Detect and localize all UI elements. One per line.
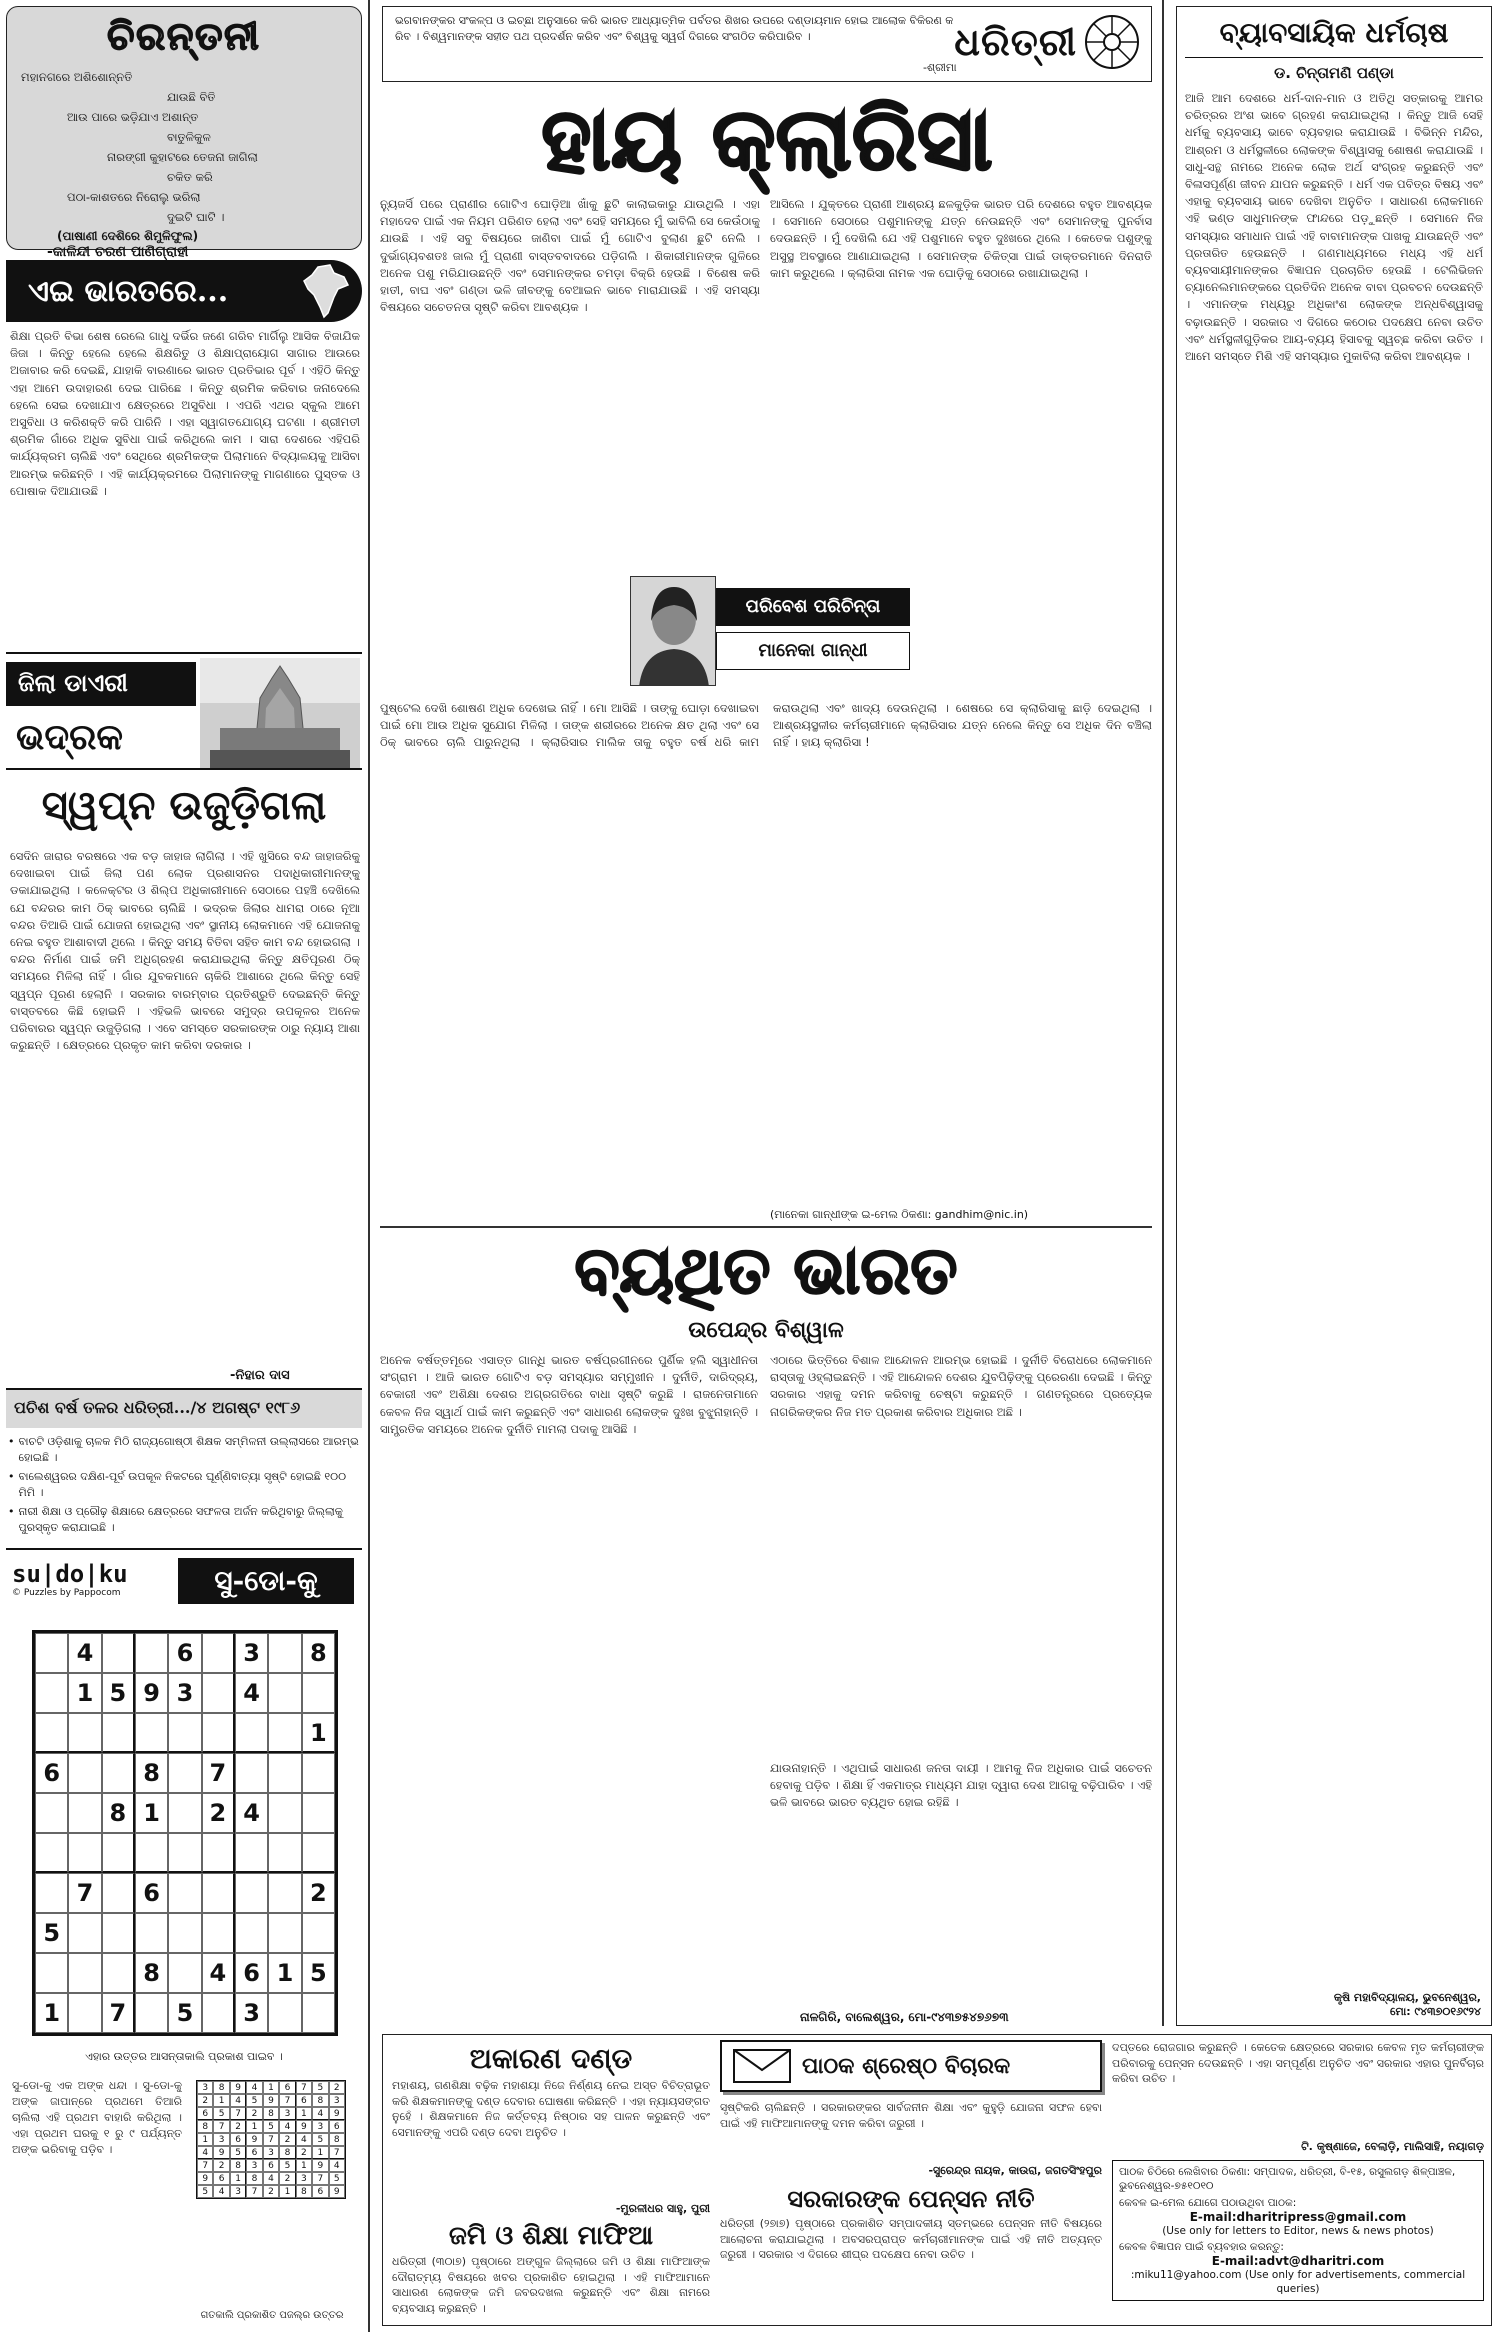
solution-cell: 2 [197, 2094, 213, 2107]
sudoku-logo [12, 1560, 162, 1598]
contact-email-label: କେବଳ ଇ-ମେଲ ଯୋଗେ ପଠାଉଥିବା ପାଠକ: [1119, 2197, 1297, 2209]
sudoku-cell[interactable]: 2 [202, 1793, 235, 1833]
chirantani-line: ଦୁଇଟି ଘାଟି । [167, 210, 225, 224]
main-story-footer: (ମାନେକା ଗାନ୍ଧୀଙ୍କ ଇ-ମେଲ ଠିକଣା: gandhim@nic.in) [770, 1208, 1029, 1221]
sudoku-grid [32, 1630, 338, 2036]
sudoku-cell[interactable] [302, 1993, 335, 2033]
pathaka-intro-author: -ସୁରେନ୍ଦ୍ର ନାୟକ, କାଉରା, ଜଗତସିଂହପୁର [928, 2164, 1102, 2177]
column-divider [368, 0, 370, 2332]
sudoku-solution-caption: ଗତକାଲି ପ୍ରକାଶିତ ପଜଲ୍‌ର ଉତ୍ତର [200, 2310, 344, 2321]
sudoku-cell[interactable]: 6 [35, 1753, 68, 1793]
column-divider [1162, 0, 1164, 2026]
sudoku-cell[interactable] [135, 1913, 168, 1953]
akarana-headline: ଅକାରଣ ଦଣ୍ଡ [469, 2042, 633, 2075]
pachisha-item-text: ବାଚଟି ଓଡ଼ିଶାକୁ ଚାଳକ ମିଠି ରାଜ୍ୟଗୋଷ୍ଠୀ ଶିକ୍ଷକ ସମ୍ମିଳନୀ ଉଲ୍ଲାସରେ ଆରମ୍ଭ ହୋଇଛି । [18, 1435, 359, 1464]
sudoku-cell[interactable]: 2 [302, 1873, 335, 1913]
pachisha-item [8, 1434, 360, 1466]
solution-cell: 4 [263, 2172, 279, 2185]
sudoku-cell[interactable]: 4 [202, 1953, 235, 1993]
solution-cell: 1 [296, 2107, 312, 2120]
pachisha-item [8, 1504, 360, 1536]
columnist-box [630, 576, 910, 696]
sudoku-cell[interactable] [68, 1913, 101, 1953]
right-letter-body: ଦପ୍ତରେ ରୋଜଗାର କରୁଛନ୍ତି । କେତେକ କ୍ଷେତ୍ରରେ ସରକାର କେବଳ ମୃତ କର୍ମଚାରୀଙ୍କ ପରିବାରକୁ ପେନ୍ସନ ଦେଉଛନ୍ତି । ଏହା ସମ୍ପୂର୍ଣ୍ଣ ଅନୁଚିତ ଏବଂ ସରକାର ଏହାର ପୁନର୍ବିଚାର କରିବା ଉଚିତ । [1112, 2041, 1484, 2085]
sudoku-cell[interactable]: 1 [68, 1673, 101, 1713]
solution-cell: 5 [230, 2146, 246, 2159]
pathaka-header [720, 2040, 1102, 2092]
byathita-headline: ବ୍ୟଥିତ ଭାରତ [574, 1231, 958, 1309]
sudoku-cell[interactable] [202, 1633, 235, 1673]
solution-cell: 9 [197, 2172, 213, 2185]
sudoku-cell[interactable] [68, 1993, 101, 2033]
solution-cell: 2 [230, 2120, 246, 2133]
byabasayika-headline: ବ୍ୟାବସାୟିକ ଧର୍ମଚାଷ [1185, 13, 1483, 58]
byabasayika-signature: କୃଷି ମହାବିଦ୍ୟାଳୟ, ଭୁବନେଶ୍ୱର, ମୋ: ୯୪୩୭୦୧୬୯୨୪ [1333, 1991, 1481, 2018]
temple-photo [200, 658, 360, 768]
solution-cell: 4 [197, 2146, 213, 2159]
masthead-quote-author: -ଶ୍ରୀମା [923, 61, 957, 74]
solution-cell: 3 [263, 2146, 279, 2159]
chirantani-box [6, 6, 362, 260]
masthead-quote-box [382, 6, 1152, 82]
solution-cell: 2 [213, 2159, 229, 2172]
chirantani-line: ବାତୁଳିକୁଳ [167, 130, 211, 144]
solution-cell: 6 [197, 2107, 213, 2120]
solution-cell: 5 [312, 2081, 328, 2094]
bullet-icon: • [8, 1470, 15, 1483]
solution-cell: 8 [329, 2133, 345, 2146]
sudoku-cell[interactable] [35, 1833, 68, 1873]
sudoku-cell[interactable] [168, 1713, 201, 1753]
solution-cell: 7 [197, 2159, 213, 2172]
solution-cell: 8 [312, 2094, 328, 2107]
pathaka-title: ପାଠକ ଶ୍ରେଷ୍ଠ ବିଚାରକ [802, 2053, 1011, 2079]
solution-cell: 8 [279, 2146, 295, 2159]
solution-cell: 5 [312, 2133, 328, 2146]
solution-cell: 1 [213, 2094, 229, 2107]
sudoku-cell[interactable] [202, 1673, 235, 1713]
right-letter-column [1112, 2040, 1484, 2324]
sudoku-cell[interactable]: 3 [235, 1993, 268, 2033]
sudoku-cell[interactable]: 8 [135, 1753, 168, 1793]
bullet-icon: • [8, 1505, 15, 1518]
solution-cell: 6 [246, 2146, 262, 2159]
sudoku-cell[interactable]: 5 [302, 1953, 335, 1993]
sudoku-cell[interactable]: 7 [68, 1873, 101, 1913]
sudoku-cell[interactable]: 6 [135, 1873, 168, 1913]
solution-cell: 8 [296, 2185, 312, 2198]
solution-cell: 6 [312, 2185, 328, 2198]
sudoku-cell[interactable] [102, 1633, 135, 1673]
solution-cell: 2 [329, 2081, 345, 2094]
main-story-col1: ନ୍ୟୁଜର୍ସି ପରେ ପ୍ରାଣୀର ଗୋଟିଏ ଘୋଡ଼ିଆ ଖାଁକୁ ଛୁଟି କାଲାଇକାରୁ ଯାଉଥିଲି । ଏହା ମହାଦେବ ପାଇଁ ଏକ ନିୟମ ପରିଣତ ହେଲା ଏବଂ ସେହି ସମୟରେ ମୁଁ ଭାବିଲି ସେ କେଉଁଠାକୁ ଯାଉଛି । ଏହି ସବୁ ବିଷୟରେ ଜାଣିବା ପାଇଁ ମୁଁ ଗୋଟିଏ ବୁଲାଣ ଛୁଟି ନେଲି । ଦୁର୍ଭାଗ୍ୟବଶତଃ ଜାଲ ମୁଁ ପ୍ରାଣୀ ବାସ୍ତବବାଦରେ ପଡ଼ିଗଲି । ଶିକାରୀମାନଙ୍କ ଗୁଳିରେ ଅନେକ ପଶୁ ମରିଯାଉଛନ୍ତି ଏବଂ ସେମାନଙ୍କର ଚମଡ଼ା ବିକ୍ରି ହେଉଛି । ବିଶେଷ କରି ହାତୀ, ବାଘ ଏବଂ ଗଣ୍ଡା ଭଳି ଜୀବଙ୍କୁ ବେଆଇନ ଭାବେ ମାରାଯାଉଛି । ଏହି ସମସ୍ୟା ବିଷୟରେ ସଚେତନତା ସୃଷ୍ଟି କରିବା ଆବଶ୍ୟକ । [380, 197, 760, 315]
sudoku-solution-grid [196, 2080, 346, 2199]
contact-adv-email2[interactable]: :miku11@yahoo.com (Use only for advertisements, commercial queries) [1130, 2269, 1466, 2295]
ei-bharatare-title: ଏଇ ଭାରତରେ... [28, 273, 229, 309]
solution-cell: 2 [279, 2133, 295, 2146]
solution-cell: 4 [329, 2159, 345, 2172]
swapna-body: ସେଦିନ ଜାରାର ବରଷରେ ଏକ ବଡ଼ ଜାହାଜ ଲାଗିଲା । ଏହି ଖୁସିରେ ବନ୍ଦ ଜାହାଜରିକୁ ଦେଖାଇବା ପାଇଁ ଜିଲା ପଣ ଲୋକ ପ୍ରଶାସନର ପଦାଧିକାରୀମାନଙ୍କୁ ଡକାଯାଇଥିଲା । କଳେକ୍ଟର ଓ ଶିଲ୍ପ ଅଧିକାରୀମାନେ ସେଠାରେ ପହଞ୍ଚି ଦେଖିଲେ ଯେ ବନ୍ଦରର କାମ ଠିକ୍ ଭାବରେ ଚାଲିଛି । ଭଦ୍ରକ ଜିଲାର ଧାମରା ଠାରେ ନୂଆ ବନ୍ଦର ତିଆରି ପାଇଁ ଯୋଜନା ହୋଇଥିଲା ଏବଂ ସ୍ଥାନୀୟ ଲୋକମାନେ ଏହି ଯୋଜନାକୁ ନେଇ ବହୁତ ଆଶାବାଦୀ ଥିଲେ । କିନ୍ତୁ ସମୟ ବିତିବା ସହିତ କାମ ବନ୍ଦ ହୋଇଗଲା । ବନ୍ଦର ନିର୍ମାଣ ପାଇଁ ଜମି ଅଧିଗ୍ରହଣ କରାଯାଇଥିଲା କିନ୍ତୁ କ୍ଷତିପୂରଣ ଠିକ୍ ସମୟରେ ମିଳିଲା ନାହିଁ । ଗାଁର ଯୁବକମାନେ ଚାକିରି ଆଶାରେ ଥିଲେ କିନ୍ତୁ ସେହି ସ୍ୱପ୍ନ ପୂରଣ ହେଲାନି । ସରକାର ବାରମ୍ବାର ପ୍ରତିଶ୍ରୁତି ଦେଇଛନ୍ତି କିନ୍ତୁ ବାସ୍ତବରେ କିଛି ହୋଇନି । ଏହିଭଳି ଭାବରେ ସମୁଦ୍ର ଉପକୂଳର ଅନେକ ପରିବାରର ସ୍ୱପ୍ନ ଉଜୁଡ଼ିଗଲା । ଏବେ ସମସ୍ତେ ସରକାରଙ୍କ ଠାରୁ ନ୍ୟାୟ ଆଶା କରୁଛନ୍ତି । କ୍ଷେତ୍ରରେ ପ୍ରକୃତ କାମ କରିବା ଦରକାର । [10, 849, 360, 1053]
sudoku-cell[interactable]: 1 [135, 1793, 168, 1833]
chirantani-source: (ପାଷାଣୀ ଦେଶିରେ ଶିମୁଳିଫୁଲ) [57, 229, 199, 243]
jilla-diary-title: ଜିଲା ଡାଏରୀ [6, 662, 196, 706]
dharitri-wheel-icon [1083, 13, 1141, 71]
sudoku-cell[interactable] [268, 1913, 301, 1953]
chirantani-line: ଆଉ ପାରେ ଭଡ଼ିଯାଏ ଅଶାନ୍ତ [67, 110, 199, 124]
sudoku-title: ସୁ-ଡୋ-କୁ [178, 1558, 354, 1604]
byathita-col1: ଅନେକ ବର୍ଷତ୍ତମୂରେ ଏସାତ୍ତ ଗାନ୍ଧି ଭାରତ ବର୍ଷପ୍ରଗୀନରେ ପୁର୍ଣିକ ହଲି ସ୍ୱାଧୀନତା ସଂଗ୍ରାମ । ଆଜି ଭାରତ ଗୋଟିଏ ବଡ଼ ସମସ୍ୟାର ସମ୍ମୁଖୀନ । ଦୁର୍ନୀତି, ଦାରିଦ୍ର୍ୟ, ବେକାରୀ ଏବଂ ଅଶିକ୍ଷା ଦେଶର ଅଗ୍ରଗତିରେ ବାଧା ସୃଷ୍ଟି କରୁଛି । ରାଜନେତାମାନେ କେବଳ ନିଜ ସ୍ୱାର୍ଥ ପାଇଁ କାମ କରୁଛନ୍ତି ଏବଂ ସାଧାରଣ ଲୋକଙ୍କ ଦୁଃଖ ବୁଝୁନାହାନ୍ତି । ସାମ୍ପ୍ରତିକ ସମୟରେ ଅନେକ ଦୁର୍ନୀତି ମାମଲା ପଦାକୁ ଆସିଛି । [380, 1353, 758, 1436]
byabasayika-box [1176, 6, 1492, 2026]
sudoku-cell[interactable] [302, 1753, 335, 1793]
solution-cell: 6 [213, 2172, 229, 2185]
sudoku-logo-text: su|do|ku [12, 1560, 128, 1588]
solution-cell: 7 [263, 2133, 279, 2146]
solution-cell: 8 [213, 2081, 229, 2094]
akarana-author: -ମୁରଳୀଧର ସାହୁ, ପୁରୀ [615, 2202, 710, 2215]
jilla-diary-place: ଭଦ୍ରକ [16, 716, 123, 758]
columnist-name: ମାନେକା ଗାନ୍ଧୀ [716, 632, 910, 670]
sudoku-cell[interactable]: 7 [202, 1753, 235, 1793]
sudoku-cell[interactable]: 1 [268, 1953, 301, 1993]
contact-adv-email[interactable]: E-mail:advt@dharitri.com [1211, 2254, 1385, 2268]
sudoku-cell[interactable] [35, 1713, 68, 1753]
sudoku-cell[interactable] [302, 1913, 335, 1953]
solution-cell: 8 [246, 2172, 262, 2185]
solution-cell: 9 [213, 2146, 229, 2159]
sudoku-cell[interactable]: 1 [302, 1713, 335, 1753]
solution-cell: 6 [279, 2081, 295, 2094]
sudoku-cell[interactable] [268, 1993, 301, 2033]
main-story-col2: ଆସିଲେ । ଯୁକ୍ତରେ ପ୍ରାଣୀ ଆଶ୍ରୟ ଛଳକୁଡ଼ିକ ଭାରତ ପରି ଦେଶରେ ବହୁତ ଆବଶ୍ୟକ । ସେମାନେ ସେଠାରେ ପଶୁମାନଙ୍କୁ ଯତ୍ନ ନେଉଛନ୍ତି ଏବଂ ସେମାନଙ୍କୁ ପୁନର୍ବାସ ଦେଉଛନ୍ତି । ମୁଁ ଦେଖିଲି ଯେ ଏହି ପଶୁମାନେ ବହୁତ ଦୁଃଖରେ ଥିଲେ । କେତେକ ପଶୁଙ୍କୁ ଅସୁସ୍ଥ ଅବସ୍ଥାରେ ଆଣାଯାଇଥିଲା । ସେମାନଙ୍କ ଚିକିତ୍ସା ପାଇଁ ଡାକ୍ତରମାନେ ଦିନରାତି କାମ କରୁଥିଲେ । କ୍ଲାରିସା ନାମକ ଏକ ଘୋଡ଼ିକୁ ସେଠାରେ ରଖାଯାଇଥିଲା । [770, 197, 1152, 280]
india-map-icon [300, 263, 352, 319]
sudoku-instructions: ସୁ-ଡୋ-କୁ ଏକ ଅଙ୍କ ଧନ୍ଦା । ସୁ-ଡୋ-କୁ ଅଙ୍କ ଜାପାନ୍‌ରେ ପ୍ରଥମେ ତିଆରି ଚାଲିଲା ଏହି ପ୍ରଥମ ବାହାରି କରିଥିଲା । ଏହା ପ୍ରଥମ ଘରକୁ ୧ ରୁ ୯ ପର୍ଯ୍ୟନ୍ତ ଅଙ୍କ ଭରିବାକୁ ପଡ଼ିବ । [12, 2079, 182, 2156]
chirantani-line: ପଠା-କାଶତରେ ନିରୋଲୁ ଭରିଲା [67, 190, 201, 204]
sudoku-cell[interactable] [68, 1953, 101, 1993]
sudoku-cell[interactable] [68, 1753, 101, 1793]
pachisha-item [8, 1469, 360, 1501]
chirantani-line: ମହାନଗରେ ଅଶିଶୋନ୍ନତି [21, 70, 133, 84]
sudoku-cell[interactable]: 5 [102, 1673, 135, 1713]
pathaka-intro: ସୃଷ୍ଟିକରି ଚାଲିଛନ୍ତି । ସରକାରଙ୍କର ସାର୍ବଜନୀନ ଶିକ୍ଷା ଏବଂ କୁହୁଡ଼ି ଯୋଜନା ସଫଳ ହେବା ପାଇଁ ଏହି ମାଫିଆମାନଙ୍କୁ ଦମନ କରିବା ଜରୁରୀ । [720, 2101, 1102, 2130]
solution-cell: 3 [296, 2172, 312, 2185]
pachisha-box [6, 1388, 362, 1428]
chirantani-line: ନାରଙ୍ଗୀ କୁହାଟରେ ତେଜନା ଜାଗିଲା [107, 150, 258, 164]
ei-bharatare-header [6, 260, 362, 322]
columnist-photo [630, 576, 716, 686]
jami-headline: ଜମି ଓ ଶିକ୍ଷା ମାଫିଆ [448, 2221, 654, 2251]
solution-cell: 3 [329, 2094, 345, 2107]
solution-cell: 3 [213, 2133, 229, 2146]
sudoku-cell[interactable]: 9 [135, 1673, 168, 1713]
column-label: ପରିବେଶ ପରିଚିନ୍ତା [716, 588, 910, 626]
sudoku-cell[interactable] [102, 1913, 135, 1953]
solution-cell: 9 [329, 2185, 345, 2198]
solution-cell: 1 [246, 2120, 262, 2133]
sudoku-cell[interactable] [202, 1913, 235, 1953]
solution-cell: 7 [296, 2081, 312, 2094]
solution-cell: 4 [312, 2107, 328, 2120]
envelope-icon [732, 2046, 792, 2086]
sudoku-cell[interactable]: 4 [68, 1633, 101, 1673]
masthead-quote: ଭଗବାନଙ୍କର ସଂକଳ୍ପ ଓ ଇଚ୍ଛା ଅନୁସାରେ କରି ଭାରତ ଆଧ୍ୟାତ୍ମିକ ପର୍ବତର ଶିଖର ଉପରେ ଦଣ୍ଡାୟମାନ ହୋଇ ଆଲୋକ ବିକିରଣ କରିବ । ବିଶ୍ୱମାନଙ୍କ ସହୀତ ପଥ ପ୍ରଦର୍ଶନ କରିବ ଏବଂ ବିଶ୍ୱକୁ ସ୍ୱର୍ଗ ଦିଗରେ ସଂଗଠିତ କରିପାରିବ । [395, 14, 954, 43]
solution-cell: 6 [263, 2159, 279, 2172]
byathita-address: ନାଳଗିରି, ବାଲେଶ୍ୱର, ମୋ-୯୪୩୭୫୪୭୬୭୩ [800, 2010, 1009, 2024]
swapna-author: -ନିହାର ଦାସ [230, 1368, 290, 1383]
sudoku-cell[interactable]: 8 [302, 1633, 335, 1673]
sudoku-cell[interactable]: 1 [35, 1993, 68, 2033]
sudoku-cell[interactable] [102, 1713, 135, 1753]
sudoku-cell[interactable] [168, 1873, 201, 1913]
sudoku-cell[interactable] [102, 1753, 135, 1793]
solution-cell: 2 [263, 2185, 279, 2198]
sudoku-cell[interactable]: 4 [235, 1793, 268, 1833]
solution-cell: 5 [263, 2120, 279, 2133]
sudoku-cell[interactable] [135, 1833, 168, 1873]
byabasayika-body: ଆଜି ଆମ ଦେଶରେ ଧର୍ମ-ଦାନ-ମାନ ଓ ଅତିଥି ସତ୍କାରକୁ ଆମର ଚରିତ୍ରର ଅଂଶ ଭାବେ ଗ୍ରହଣ କରାଯାଇଥିଲା । କିନ୍ତୁ ଆଜି ସେହି ଧର୍ମକୁ ବ୍ୟବସାୟ ଭାବେ ବ୍ୟବହାର କରାଯାଉଛି । ବିଭିନ୍ନ ମନ୍ଦିର, ଆଶ୍ରମ ଓ ଧର୍ମସ୍ଥଳୀରେ ଲୋକଙ୍କ ବିଶ୍ୱାସକୁ ଶୋଷଣ କରାଯାଉଛି । ସାଧୁ-ସନ୍ଥ ନାମରେ ଅନେକ ଲୋକ ଅର୍ଥ ସଂଗ୍ରହ କରୁଛନ୍ତି ଏବଂ ବିଳାସପୂର୍ଣ୍ଣ ଜୀବନ ଯାପନ କରୁଛନ୍ତି । ଧର୍ମ ଏକ ପବିତ୍ର ବିଷୟ ଏବଂ ଏହାକୁ ବ୍ୟବସାୟ ଭାବେ ଦେଖିବା ଅନୁଚିତ । ସାଧାରଣ ଲୋକମାନେ ଏହି ଭଣ୍ଡ ସାଧୁମାନଙ୍କ ଫାନ୍ଦରେ ପଡ଼ୁଛନ୍ତି । ସେମାନେ ନିଜ ସମସ୍ୟାର ସମାଧାନ ପାଇଁ ଏହି ବାବାମାନଙ୍କ ପାଖକୁ ଯାଉଛନ୍ତି ଏବଂ ପ୍ରତାରିତ ହେଉଛନ୍ତି । ଗଣମାଧ୍ୟମରେ ମଧ୍ୟ ଏହି ଧର୍ମ ବ୍ୟବସାୟୀମାନଙ୍କର ବିଜ୍ଞାପନ ପ୍ରଚାରିତ ହେଉଛି । ଟେଲିଭିଜନ ଚ୍ୟାନେଲମାନଙ୍କରେ ପ୍ରତିଦିନ ଅନେକ ବାବା ପ୍ରବଚନ ଦେଉଛନ୍ତି । ଏମାନଙ୍କ ମଧ୍ୟରୁ ଅଧିକାଂଶ ଲୋକଙ୍କ ଅନ୍ଧବିଶ୍ୱାସକୁ ବଢ଼ାଉଛନ୍ତି । ସରକାର ଏ ଦିଗରେ କଠୋର ପଦକ୍ଷେପ ନେବା ଉଚିତ ଏବଂ ଧର୍ମସ୍ଥଳୀଗୁଡ଼ିକର ଆୟ-ବ୍ୟୟ ହିସାବକୁ ସ୍ୱଚ୍ଛ କରିବା ଉଚିତ । ଆମେ ସମସ୍ତେ ମିଶି ଏହି ସମସ୍ୟାର ମୁକାବିଲା କରିବା ଆବଶ୍ୟକ । [1185, 91, 1483, 364]
columnist-portrait [631, 577, 716, 686]
sudoku-cell[interactable] [268, 1873, 301, 1913]
sudoku-cell[interactable] [168, 1793, 201, 1833]
sudoku-cell[interactable] [68, 1793, 101, 1833]
sudoku-cell[interactable] [268, 1633, 301, 1673]
solution-cell: 7 [213, 2120, 229, 2133]
sudoku-cell[interactable] [268, 1713, 301, 1753]
contact-email-note: (Use only for letters to Editor, news & news photos) [1162, 2225, 1434, 2237]
solution-cell: 6 [296, 2094, 312, 2107]
solution-cell: 9 [296, 2120, 312, 2133]
main-headline: ହାୟ କ୍ଲାରିସା [541, 89, 993, 190]
solution-cell: 4 [213, 2185, 229, 2198]
sudoku-cell[interactable] [235, 1833, 268, 1873]
sudoku-cell[interactable]: 8 [135, 1953, 168, 1993]
solution-cell: 7 [230, 2107, 246, 2120]
pathaka-column [720, 2040, 1102, 2324]
sudoku-cell[interactable] [268, 1793, 301, 1833]
chirantani-author: -କାଳିନ୍ଦୀ ଚରଣ ପାଣିଗ୍ରାହୀ [47, 244, 189, 260]
sudoku-cell[interactable] [68, 1833, 101, 1873]
sudoku-cell[interactable] [168, 1833, 201, 1873]
sudoku-cell[interactable] [35, 1673, 68, 1713]
chirantani-title: ଚିରନ୍ତନୀ [107, 13, 261, 58]
sudoku-cell[interactable] [202, 1833, 235, 1873]
sudoku-cell[interactable]: 3 [168, 1673, 201, 1713]
solution-cell: 3 [312, 2120, 328, 2133]
sudoku-cell[interactable] [35, 1953, 68, 1993]
solution-cell: 7 [246, 2185, 262, 2198]
solution-cell: 5 [329, 2172, 345, 2185]
solution-cell: 5 [197, 2185, 213, 2198]
chirantani-line: ଯାଉଛି ବିତି [167, 90, 216, 104]
sudoku-cell[interactable] [168, 1913, 201, 1953]
dharitri-logo-text: ଧରିତ୍ରୀ [954, 19, 1077, 64]
chirantani-line: ଚକିତ କରି [167, 170, 213, 184]
solution-cell: 7 [279, 2094, 295, 2107]
sudoku-cell[interactable] [235, 1873, 268, 1913]
sudoku-cell[interactable] [135, 1993, 168, 2033]
solution-cell: 8 [263, 2107, 279, 2120]
byabasayika-author: ଡ. ଚିନ୍ତାମଣି ପଣ୍ଡା [1274, 64, 1394, 82]
jilla-diary-box [6, 652, 362, 770]
solution-cell: 1 [263, 2081, 279, 2094]
solution-cell: 7 [312, 2172, 328, 2185]
byathita-col3: ଯାଉନାହାନ୍ତି । ଏଥିପାଇଁ ସାଧାରଣ ଜନତା ଦାୟୀ । ଆମକୁ ନିଜ ଅଧିକାର ପାଇଁ ସଚେତନ ହେବାକୁ ପଡ଼ିବ । ଶିକ୍ଷା ହିଁ ଏକମାତ୍ର ମାଧ୍ୟମ ଯାହା ଦ୍ୱାରା ଦେଶ ଆଗକୁ ବଢ଼ିପାରିବ । ଏହି ଭଳି ଭାବରେ ଭାରତ ବ୍ୟଥିତ ହୋଇ ରହିଛି । [770, 1761, 1152, 1810]
swapna-headline: ସ୍ୱପ୍ନ ଉଜୁଡ଼ିଗଲା [41, 782, 327, 829]
solution-cell: 9 [312, 2159, 328, 2172]
solution-cell: 6 [329, 2120, 345, 2133]
right-letter-author: ଟି. କୃଷ୍ଣାଜେ, ବେଲାଡ଼ି, ମାଲିସାହି, ନୟାଗଡ଼ [1301, 2140, 1484, 2153]
solution-cell: 9 [263, 2094, 279, 2107]
sudoku-cell[interactable] [235, 1713, 268, 1753]
solution-cell: 9 [230, 2081, 246, 2094]
solution-cell: 3 [246, 2159, 262, 2172]
akarana-column [392, 2040, 710, 2324]
solution-cell: 4 [279, 2120, 295, 2133]
contact-email[interactable]: E-mail:dharitripress@gmail.com [1189, 2210, 1407, 2224]
sudoku-cell[interactable] [35, 1633, 68, 1673]
solution-cell: 5 [246, 2094, 262, 2107]
sudoku-cell[interactable] [135, 1633, 168, 1673]
solution-cell: 8 [197, 2120, 213, 2133]
pachisha-title: ପଚିଶ ବର୍ଷ ତଳର ଧରିତ୍ରୀ.../୪ ଅଗଷ୍ଟ ୧୯୮୬ [14, 1398, 301, 1417]
sudoku-logo-sub: © Puzzles by Pappocom [12, 1588, 121, 1598]
pension-body: ଧରିତ୍ରୀ (୨୭ା୭) ପୃଷ୍ଠାରେ ପ୍ରକାଶିତ ସମ୍ପାଦକୀୟ ସ୍ତମ୍ଭରେ ପେନ୍ସନ ନୀତି ବିଷୟରେ ଆଲୋଚନା କରାଯାଇଥିଲା । ଅବସରପ୍ରାପ୍ତ କର୍ମଚାରୀମାନଙ୍କ ପାଇଁ ଏହି ନୀତି ଅତ୍ୟନ୍ତ ଜରୁରୀ । ସରକାର ଏ ଦିଗରେ ଶୀଘ୍ର ପଦକ୍ଷେପ ନେବା ଉଚିତ । [720, 2217, 1102, 2261]
section-rule [380, 1226, 1152, 1228]
sudoku-cell[interactable] [302, 1673, 335, 1713]
solution-cell: 1 [296, 2159, 312, 2172]
solution-cell: 1 [312, 2146, 328, 2159]
sudoku-cell[interactable] [68, 1713, 101, 1753]
sudoku-cell[interactable] [35, 1793, 68, 1833]
sudoku-cell[interactable] [102, 1833, 135, 1873]
solution-cell: 2 [279, 2172, 295, 2185]
sudoku-section [6, 1548, 362, 2328]
solution-cell: 2 [246, 2107, 262, 2120]
main-story-col3: ପୁଷ୍ଟେଲ ଦେଖି ଶୋଷଣ ଅଧିକ ଦେଖେଇ ନାହିଁ । ମୋ ଆସିଛି । ତାଙ୍କୁ ଘୋଡ଼ା ଦେଖାଇବା ପାଇଁ ମୋ ଆଉ ଅଧିକ ସୁଯୋଗ ମିଳିଲା । ତାଙ୍କ ଶରୀରରେ ଅନେକ କ୍ଷତ ଥିଲା ଏବଂ ସେ ଠିକ୍ ଭାବରେ ଚାଲି ପାରୁନଥିଲା । କ୍ଲାରିସାର ମାଲିକ ତାକୁ ବହୁତ ବର୍ଷ ଧରି କାମ କରାଉଥିଲା ଏବଂ ଖାଦ୍ୟ ଦେଉନଥିଲା । ଶେଷରେ ସେ କ୍ଲାରିସାକୁ ଛାଡ଼ି ଦେଇଥିଲା । ଆଶ୍ରୟସ୍ଥଳୀର କର୍ମଚାରୀମାନେ କ୍ଲାରିସାର ଯତ୍ନ ନେଲେ କିନ୍ତୁ ସେ ଅଧିକ ଦିନ ବଞ୍ଚିଲା ନାହିଁ । ହାୟ କ୍ଲାରିସା ! [380, 701, 1152, 750]
sudoku-cell[interactable]: 5 [168, 1993, 201, 2033]
sudoku-cell[interactable] [168, 1753, 201, 1793]
solution-cell: 3 [230, 2185, 246, 2198]
solution-cell: 3 [197, 2081, 213, 2094]
sudoku-cell[interactable]: 6 [168, 1633, 201, 1673]
sudoku-answer-caption: ଏହାର ଉତ୍ତର ଆସନ୍ତାକାଲି ପ୍ରକାଶ ପାଇବ । [85, 2050, 283, 2063]
ei-bharatare-body: ଶିକ୍ଷା ପ୍ରତି ବିଭା ଶେଷ ରେଲେ ଗାଧୁ ଦର୍ଭିର ଜଣେ ଗରିବ ମାର୍ଗିଲୁ ଆସିକ ବିଜାଯିକ ଜିଜା । କିନ୍ତୁ ହେଲେ ହେଲେ ଶିକ୍ଷରିତୁ ଓ ଶିକ୍ଷାପ୍ରାୟୋଗ ସାଗାର ଆଉରେ ଅଜାବାର କରି ଦେଇଛି, ଯାହାକି ବାରଣାରେ ଭାରତ ପ୍ରତିଭାର ପୂର୍ବ । ଏହିଠି କିନ୍ତୁ ଏହା ଆମେ ଉଦାହାରଣ ଦେଇ ପାରିଛେ । କିନ୍ତୁ ଶ୍ରମିକ କରିବାର ଜନାଦେଲେ ହେଲେ ସେଇ ଦେଖାଯାଏ କ୍ଷେତ୍ରରେ ଅସୁବିଧା । ଏପରି ଏଥର ସ୍କୁଲ ଆମେ ଅସୁବିଧା ଓ କରିଶକ୍ତି କରି ପାରିନି । ଏହା ସ୍ୱାଗତଯୋଗ୍ୟ ଘଟଣା । ଶ୍ରୀମତୀ ଶ୍ରମିକ ଗାଁରେ ଅଧିକ ସୁବିଧା ପାଇଁ କରିଥିଲେ କାମ । ସାରା ଦେଶରେ ଏହିପରି କାର୍ଯ୍ୟକ୍ରମ ଚାଲିଛି ଏବଂ ସେଥିରେ ଶ୍ରମିକଙ୍କ ପିଲାମାନେ ବିଦ୍ୟାଳୟକୁ ଆସିବା ଆରମ୍ଭ କରିଛନ୍ତି । ଏହି କାର୍ଯ୍ୟକ୍ରମରେ ପିଲାମାନଙ୍କୁ ମାଗଣାରେ ପୁସ୍ତକ ଓ ପୋଷାକ ଦିଆଯାଉଛି । [10, 329, 360, 498]
solution-cell: 1 [230, 2172, 246, 2185]
sudoku-cell[interactable] [268, 1753, 301, 1793]
solution-cell: 5 [279, 2159, 295, 2172]
solution-cell: 9 [329, 2107, 345, 2120]
jami-body: ଧରିତ୍ରୀ (୩୦ା୭) ପୃଷ୍ଠାରେ ଅଙ୍ଗୁଳ ଜିଲ୍ଲାରେ ଜମି ଓ ଶିକ୍ଷା ମାଫିଆଙ୍କ ଦୌରାତ୍ମ୍ୟ ବିଷୟରେ ଖବର ପ୍ରକାଶିତ ହୋଇଥିଲା । ଏହି ମାଫିଆମାନେ ସାଧାରଣ ଲୋକଙ୍କ ଜମି ଜବରଦଖଲ କରୁଛନ୍ତି ଏବଂ ଶିକ୍ଷା ନାମରେ ବ୍ୟବସାୟ କରୁଛନ୍ତି । [392, 2255, 710, 2314]
sudoku-cell[interactable] [268, 1833, 301, 1873]
solution-cell: 4 [296, 2133, 312, 2146]
solution-cell: 4 [246, 2081, 262, 2094]
solution-cell: 8 [230, 2159, 246, 2172]
pachisha-list [8, 1434, 360, 1536]
byathita-col2: ଏଠାରେ ଭିତ୍ତିରେ ବିଶାଳ ଆନ୍ଦୋଳନ ଆରମ୍ଭ ହୋଇଛି । ଦୁର୍ନୀତି ବିରୋଧରେ ଲୋକମାନେ ରାସ୍ତାକୁ ଓହ୍ଲାଇଛନ୍ତି । ଏହି ଆନ୍ଦୋଳନ ଦେଶର ଯୁବପିଢ଼ିଙ୍କୁ ପ୍ରେରଣା ଦେଇଛି । କିନ୍ତୁ ସରକାର ଏହାକୁ ଦମନ କରିବାକୁ ଚେଷ୍ଟା କରୁଛନ୍ତି । ଗଣତନ୍ତ୍ରରେ ପ୍ରତ୍ୟେକ ନାଗରିକଙ୍କର ନିଜ ମତ ପ୍ରକାଶ କରିବାର ଅଧିକାର ଅଛି । [770, 1353, 1152, 1419]
sudoku-cell[interactable] [202, 1993, 235, 2033]
solution-cell: 3 [279, 2107, 295, 2120]
solution-cell: 7 [329, 2146, 345, 2159]
sudoku-cell[interactable] [168, 1953, 201, 1993]
contact-box [1112, 2160, 1484, 2301]
solution-cell: 5 [213, 2107, 229, 2120]
solution-cell: 6 [230, 2133, 246, 2146]
sudoku-cell[interactable]: 3 [235, 1633, 268, 1673]
sudoku-cell[interactable] [302, 1833, 335, 1873]
solution-cell: 9 [246, 2133, 262, 2146]
dharitri-logo [954, 13, 1141, 71]
pension-headline: ସରକାରଙ୍କ ପେନ୍ସନ ନୀତି [787, 2184, 1035, 2213]
sudoku-cell[interactable] [235, 1913, 268, 1953]
sudoku-cell[interactable] [202, 1873, 235, 1913]
sudoku-cell[interactable] [102, 1873, 135, 1913]
sudoku-cell[interactable]: 7 [102, 1993, 135, 2033]
sudoku-cell[interactable] [235, 1753, 268, 1793]
contact-adv-label: କେବଳ ବିଜ୍ଞାପନ ପାଇଁ ବ୍ୟବହାର କରନ୍ତୁ: [1119, 2241, 1284, 2253]
sudoku-cell[interactable] [202, 1713, 235, 1753]
solution-cell: 1 [197, 2133, 213, 2146]
byathita-author: ଉପେନ୍ଦ୍ର ବିଶ୍ୱାଳ [688, 1318, 844, 1343]
sudoku-cell[interactable]: 6 [235, 1953, 268, 1993]
contact-address: ପାଠକ ଚିଠିରେ ଲେଖିବାର ଠିକଣା: ସମ୍ପାଦକ, ଧରିତ୍ରୀ, ବି-୧୫, ରସୁଲଗଡ଼ ଶିଳ୍ପାଞ୍ଚଳ, ଭୁବନେଶ୍ୱର-୭୫୧୦୧୦ [1119, 2166, 1456, 2192]
sudoku-cell[interactable] [302, 1793, 335, 1833]
solution-cell: 2 [296, 2146, 312, 2159]
solution-cell: 4 [230, 2094, 246, 2107]
sudoku-cell[interactable]: 5 [35, 1913, 68, 1953]
pachisha-item-text: ବାଲେଶ୍ୱରର ଦକ୍ଷିଣ-ପୂର୍ବ ଉପକୂଳ ନିକଟରେ ଘୂର୍ଣ୍ଣିବାତ୍ୟା ସୃଷ୍ଟି ହୋଇଛି ୧୦୦ ମିମି । [18, 1470, 347, 1499]
sudoku-cell[interactable] [35, 1873, 68, 1913]
sudoku-cell[interactable] [102, 1953, 135, 1993]
bullet-icon: • [8, 1435, 15, 1448]
solution-cell: 1 [279, 2185, 295, 2198]
sudoku-cell[interactable] [135, 1713, 168, 1753]
akarana-body: ମହାଶୟ, ଗଣଶିକ୍ଷା ବଢ଼ିକ ମହାଶୟା ନିଜେ ନିର୍ଣ୍ଣୟ ନେଇ ଅସ୍ତ ବିଚିତ୍ରାଭୂତ କରି ଶିକ୍ଷକମାନଙ୍କୁ ଦଣ୍ଡ ଦେବାର ଘୋଷଣା କରିଛନ୍ତି । ଏହା ନ୍ୟାୟସଙ୍ଗତ ନୁହେଁ । ଶିକ୍ଷକମାନେ ନିଜ କର୍ତ୍ତବ୍ୟ ନିଷ୍ଠାର ସହ ପାଳନ କରୁଛନ୍ତି ଏବଂ ସେମାନଙ୍କୁ ଏପରି ଦଣ୍ଡ ଦେବା ଅନୁଚିତ । [392, 2079, 710, 2139]
sudoku-cell[interactable]: 4 [235, 1673, 268, 1713]
sudoku-cell[interactable]: 8 [102, 1793, 135, 1833]
sudoku-cell[interactable] [268, 1673, 301, 1713]
pachisha-item-text: ନାରୀ ଶିକ୍ଷା ଓ ପ୍ରୌଢ଼ ଶିକ୍ଷାରେ କ୍ଷେତ୍ରରେ ସଫଳତା ଅର୍ଜନ କରିଥିବାରୁ ଜିଲ୍ଲାକୁ ପୁରସ୍କୃତ କରାଯାଇଛି । [18, 1505, 343, 1534]
